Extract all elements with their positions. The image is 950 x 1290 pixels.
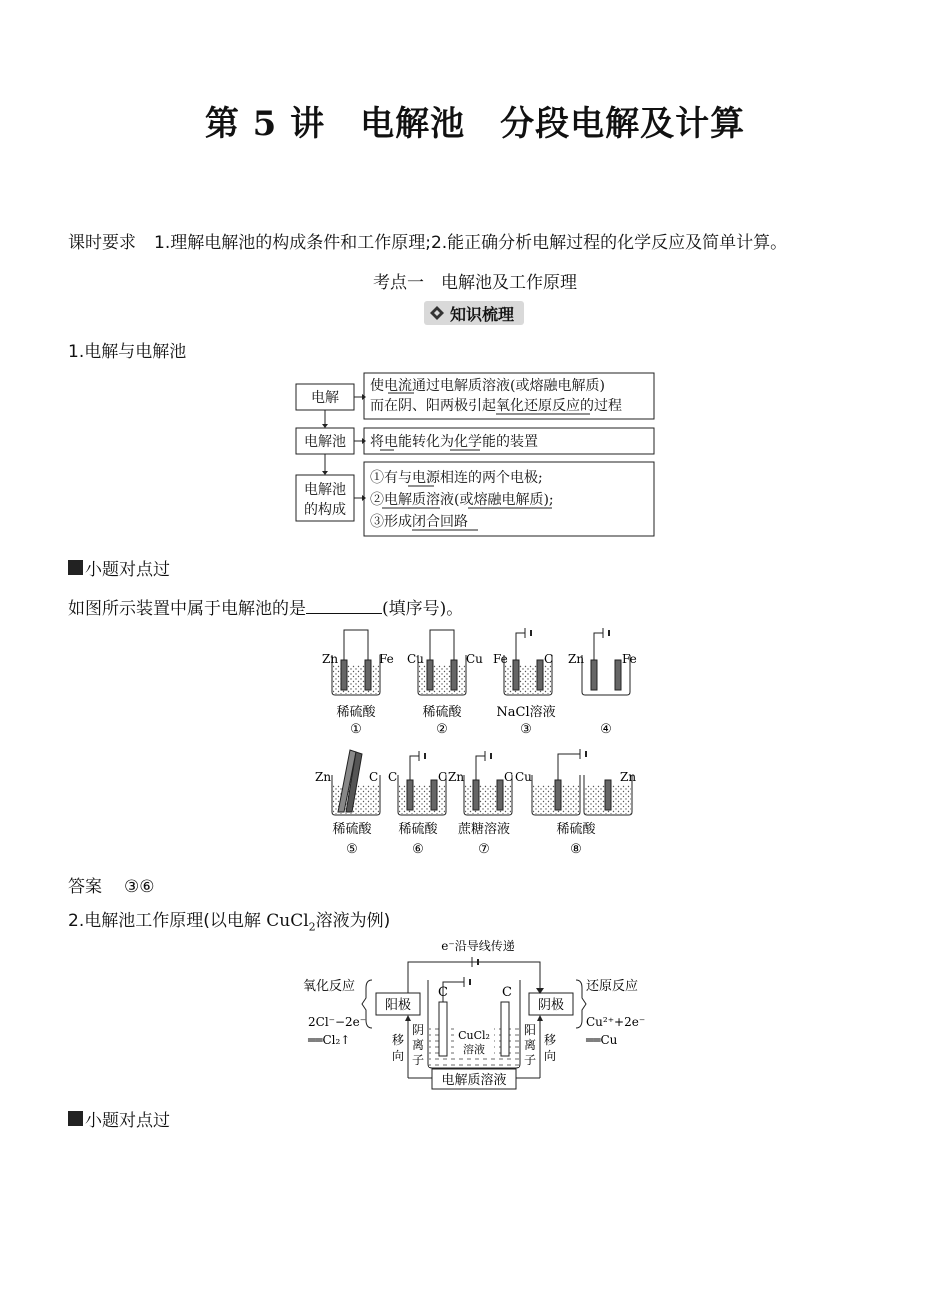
cation-3: 子 bbox=[523, 1053, 537, 1067]
device-2-right: Cu bbox=[466, 652, 483, 666]
term-3a: 电解池 bbox=[304, 482, 346, 498]
desc-1b: 而在阴、阳两极引起氧化还原反应的过程 bbox=[370, 398, 622, 414]
electrolysis-concept-diagram bbox=[290, 372, 662, 542]
device-3-num: ③ bbox=[520, 722, 532, 737]
electrode-right-label: C bbox=[502, 985, 512, 1000]
section2-heading-pre: 2.电解池工作原理(以电解 bbox=[68, 911, 267, 931]
knowledge-badge bbox=[424, 301, 524, 325]
section2-heading-post: 溶液为例) bbox=[315, 911, 391, 931]
device-4-num: ④ bbox=[600, 722, 612, 737]
answer-label: 答案 bbox=[68, 877, 102, 897]
section2-heading bbox=[68, 906, 390, 933]
cathode-eq-1: Cu²⁺+2e⁻ bbox=[586, 1015, 646, 1029]
cation-1: 阳 bbox=[523, 1023, 537, 1037]
device-5-right: C bbox=[369, 770, 379, 784]
anion-2: 离 bbox=[411, 1038, 425, 1052]
electrolyte-label: 电解质溶液 bbox=[441, 1073, 507, 1088]
device-1-left: Zn bbox=[322, 652, 339, 666]
device-1-num: ① bbox=[350, 722, 362, 737]
reduction-title: 还原反应 bbox=[586, 979, 639, 994]
badge-label: 知识梳理 bbox=[450, 304, 515, 324]
desc-2: 将电能转化为化学能的装置 bbox=[370, 434, 538, 450]
devices-figure bbox=[310, 625, 650, 860]
electron-flow-label: e⁻沿导线传递 bbox=[441, 939, 515, 953]
practice-label-2: 小题对点过 bbox=[85, 1111, 170, 1131]
requirements bbox=[68, 228, 787, 253]
device-2-num: ② bbox=[436, 722, 448, 737]
device-5-left: Zn bbox=[315, 770, 332, 784]
term-2: 电解池 bbox=[304, 434, 346, 450]
working-principle-diagram bbox=[298, 936, 658, 1096]
electrode-left-label: C bbox=[438, 985, 448, 1000]
anion-1: 阴 bbox=[411, 1023, 425, 1037]
device-7-right: C bbox=[504, 770, 514, 784]
practice-heading-2 bbox=[68, 1106, 170, 1131]
practice-heading-1 bbox=[68, 555, 170, 580]
device-7-num: ⑦ bbox=[478, 842, 490, 857]
desc-3c: ③形成闭合回路 bbox=[370, 514, 468, 530]
device-6-num: ⑥ bbox=[412, 842, 424, 857]
answer bbox=[68, 872, 154, 897]
anode-label: 阳极 bbox=[384, 998, 412, 1013]
solution-word: 溶液 bbox=[463, 1043, 485, 1056]
section2-formula-sub: 2 bbox=[308, 920, 316, 934]
device-6-right: C bbox=[438, 770, 448, 784]
answer-value: ③⑥ bbox=[124, 877, 155, 897]
term-1: 电解 bbox=[311, 390, 339, 406]
device-2-solution: 稀硫酸 bbox=[422, 705, 462, 720]
practice-label: 小题对点过 bbox=[85, 560, 170, 580]
anode-eq-1: 2Cl⁻−2e⁻ bbox=[308, 1015, 367, 1029]
device-7-left: Zn bbox=[448, 770, 465, 784]
move-right-2: 向 bbox=[543, 1049, 557, 1063]
device-8-left: Cu bbox=[515, 770, 532, 784]
requirements-text: 1.理解电解池的构成条件和工作原理;2.能正确分析电解过程的化学反应及简单计算。 bbox=[154, 233, 788, 253]
device-8-solution: 稀硫酸 bbox=[556, 822, 596, 837]
device-7-solution: 蔗糖溶液 bbox=[457, 822, 511, 837]
diamond-icon bbox=[430, 306, 444, 320]
device-6-solution: 稀硫酸 bbox=[398, 822, 438, 837]
section2-formula: CuCl bbox=[266, 911, 309, 931]
device-8-num: ⑧ bbox=[570, 842, 582, 857]
device-3-left: Fe bbox=[493, 652, 508, 666]
device-3-right: C bbox=[544, 652, 554, 666]
page-title: 第 5 讲 电解池 分段电解及计算 bbox=[204, 104, 746, 144]
move-left-1: 移 bbox=[391, 1033, 405, 1047]
device-2-left: Cu bbox=[407, 652, 424, 666]
answer-blank[interactable] bbox=[306, 599, 382, 614]
device-3-solution: NaCl溶液 bbox=[496, 705, 556, 720]
question bbox=[68, 594, 463, 619]
anion-3: 子 bbox=[411, 1053, 425, 1067]
practice-icon bbox=[68, 1111, 83, 1126]
practice-icon bbox=[68, 560, 83, 575]
desc-3a: ①有与电源相连的两个电极; bbox=[370, 470, 543, 486]
oxidation-title: 氧化反应 bbox=[303, 979, 356, 994]
anode-eq-2: ══Cl₂↑ bbox=[308, 1033, 351, 1047]
question-suffix: (填序号)。 bbox=[382, 599, 464, 619]
device-5-solution: 稀硫酸 bbox=[332, 822, 372, 837]
device-4-right: Fe bbox=[622, 652, 637, 666]
desc-3b: ②电解质溶液(或熔融电解质); bbox=[370, 492, 554, 508]
device-4-left: Zn bbox=[568, 652, 585, 666]
question-text: 如图所示装置中属于电解池的是 bbox=[68, 599, 306, 619]
move-left-2: 向 bbox=[391, 1049, 405, 1063]
desc-1a: 使电流通过电解质溶液(或熔融电解质) bbox=[370, 378, 605, 394]
move-right-1: 移 bbox=[543, 1033, 557, 1047]
device-5-num: ⑤ bbox=[346, 842, 358, 857]
device-1 bbox=[332, 630, 380, 695]
solution-formula: CuCl₂ bbox=[458, 1029, 490, 1042]
device-6-left: C bbox=[388, 770, 398, 784]
section1-heading: 1.电解与电解池 bbox=[68, 342, 187, 362]
device-8 bbox=[532, 749, 632, 815]
requirements-label: 课时要求 bbox=[68, 233, 136, 253]
device-2 bbox=[418, 630, 466, 695]
term-3b: 的构成 bbox=[304, 502, 346, 518]
device-1-right: Fe bbox=[379, 652, 394, 666]
device-1-solution: 稀硫酸 bbox=[336, 705, 376, 720]
device-8-right: Zn bbox=[620, 770, 637, 784]
section-heading-kaodian: 考点一 电解池及工作原理 bbox=[373, 273, 577, 293]
cation-2: 离 bbox=[523, 1038, 537, 1052]
cathode-label: 阴极 bbox=[537, 998, 565, 1013]
cathode-eq-2: ══Cu bbox=[586, 1033, 618, 1047]
